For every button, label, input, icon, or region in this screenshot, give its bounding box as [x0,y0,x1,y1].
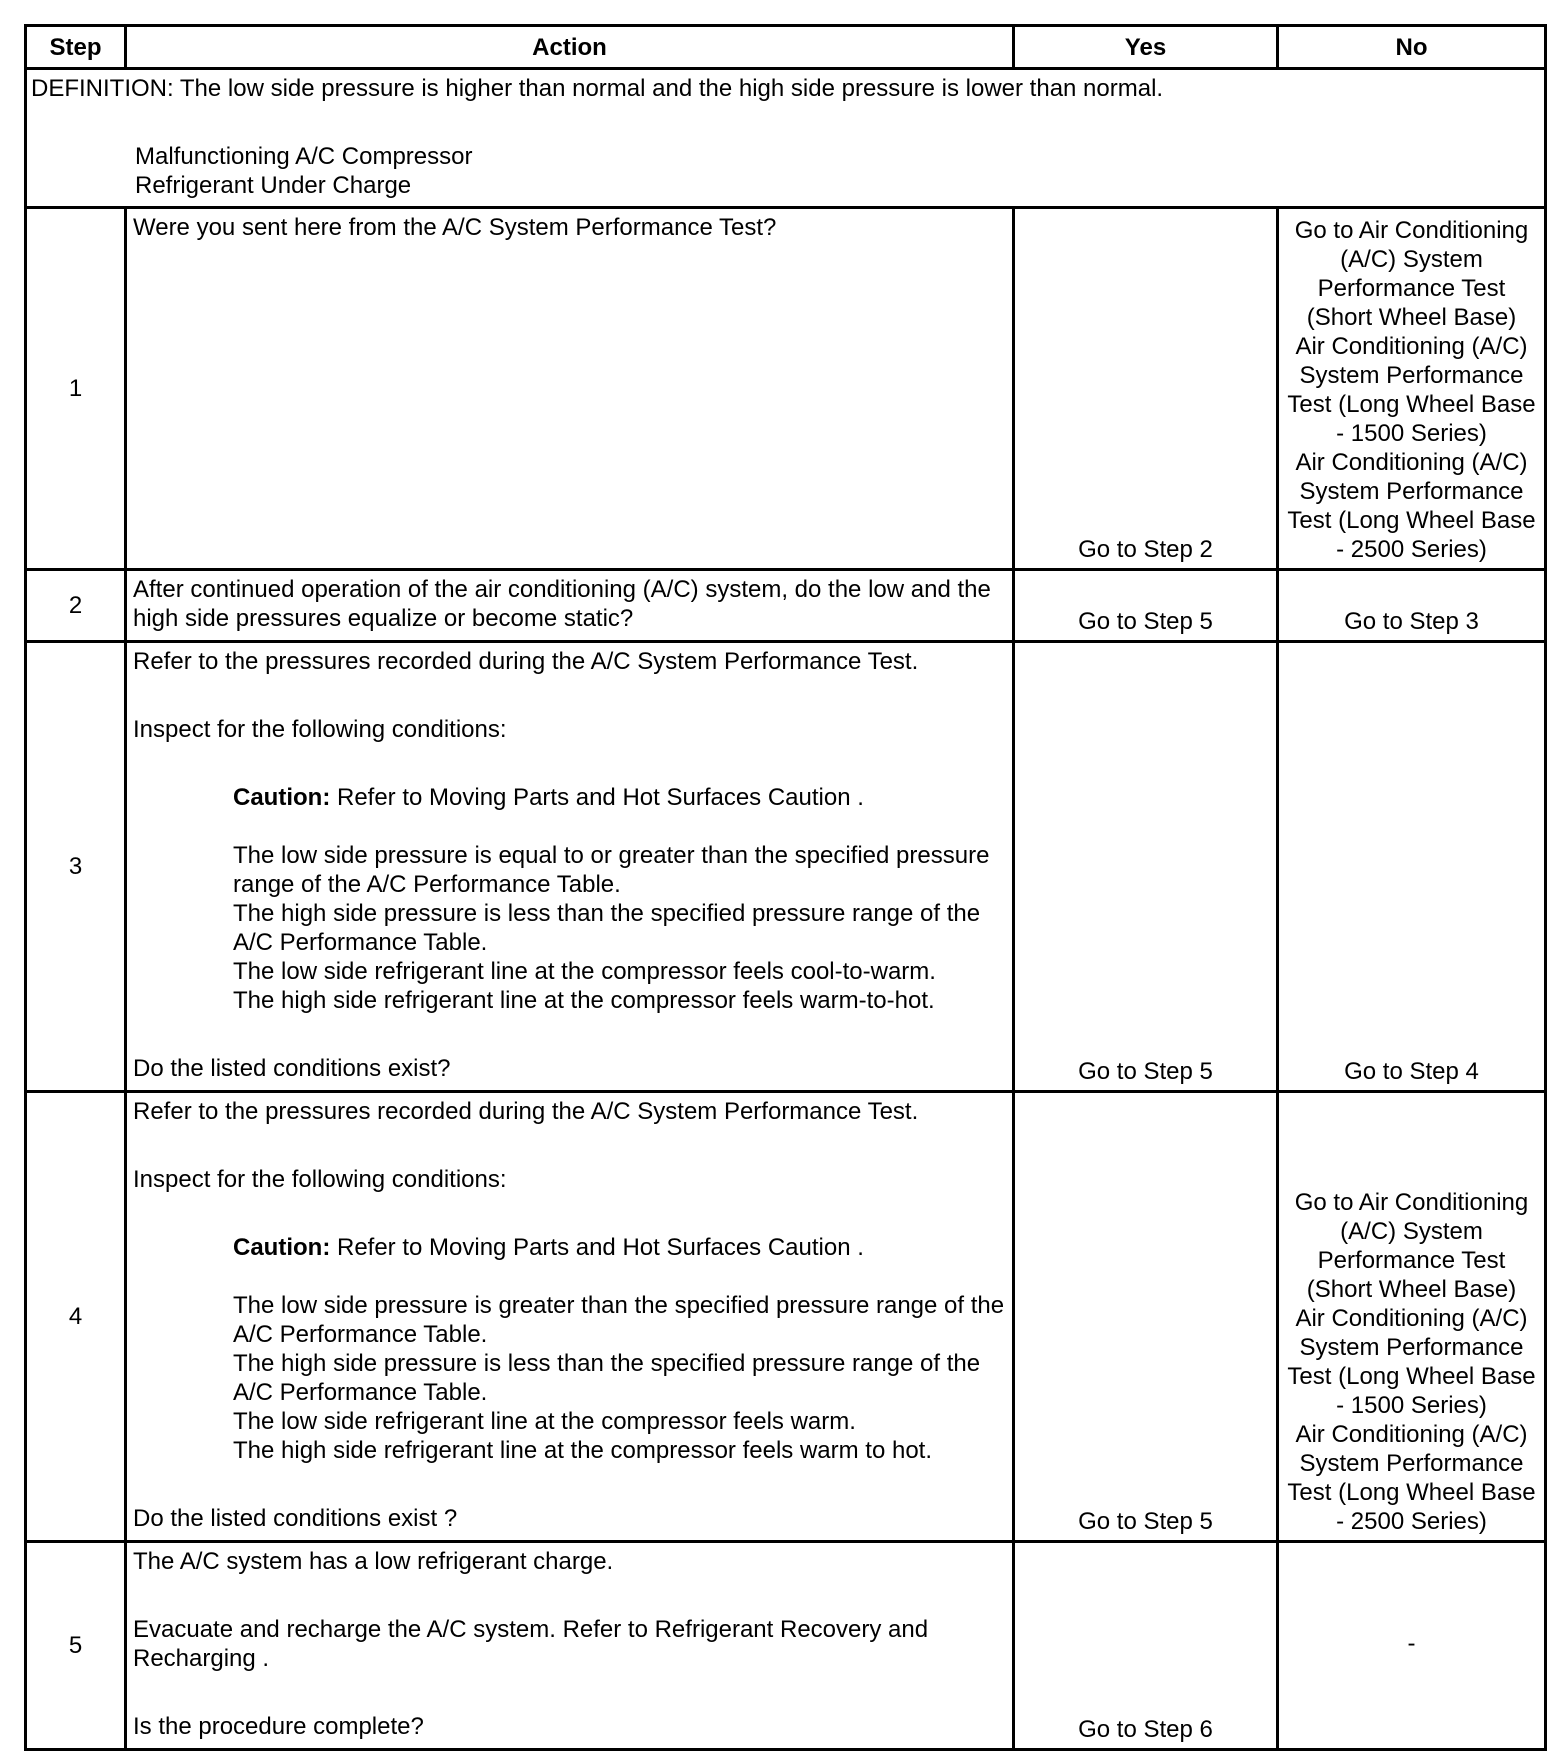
condition-item: The low side refrigerant line at the compressor feels cool-to-warm. [233,958,936,985]
yes-link[interactable]: Go to Step 5 [1014,570,1278,642]
caution-link[interactable]: Refer to Moving Parts and Hot Surfaces Caution . [330,784,864,811]
action-question: Is the procedure complete? [133,1713,424,1740]
condition-item: The low side pressure is greater than the specified pressure range of the A/C Performance Table. [233,1292,1010,1348]
step-number: 2 [26,570,126,642]
caution-label: Caution: [233,784,331,811]
no-link[interactable]: Air Conditioning (A/C) System Performance Test (Long Wheel Base - 1500 Series) [1287,1305,1543,1419]
step-number: 1 [26,208,126,570]
table-row [26,1542,1546,1750]
caution-link[interactable]: Refer to Moving Parts and Hot Surfaces Caution . [330,1234,864,1261]
action-question: Do the listed conditions exist ? [133,1505,458,1532]
action-cell [126,208,1014,570]
action-cell [126,642,1014,1092]
step-number: 5 [26,1542,126,1750]
action-inspect: Inspect for the following conditions: [133,1166,507,1193]
header-action: Action [126,26,1014,69]
table-row [26,208,1546,570]
definition-row [26,69,1546,208]
action-cell [126,1092,1014,1542]
caution-label: Caution: [233,1234,331,1261]
action-inspect: Inspect for the following conditions: [133,716,507,743]
table-row [26,642,1546,1092]
definition-cause: Malfunctioning A/C Compressor [135,143,473,170]
condition-item: The high side refrigerant line at the compressor feels warm to hot. [233,1437,932,1464]
definition-text: DEFINITION: The low side pressure is higher than normal and the high side pressure is lower than normal. [31,75,1164,102]
diagnostic-table [24,24,1547,1751]
no-link[interactable]: Go to Air Conditioning (A/C) System Performance Test (Short Wheel Base) [1294,1189,1535,1303]
action-instruction: Evacuate and recharge the A/C system. Refer to Refrigerant Recovery and Recharging . [133,1616,935,1672]
condition-item: The high side pressure is less than the specified pressure range of the A/C Performance Table. [233,1350,986,1406]
yes-link[interactable]: Go to Step 5 [1014,642,1278,1092]
no-link[interactable]: Air Conditioning (A/C) System Performance Test (Long Wheel Base - 1500 Series) [1287,333,1543,447]
header-row [26,26,1546,69]
action-question: Do the listed conditions exist? [133,1055,451,1082]
table-row [26,1092,1546,1542]
definition-cause: Refrigerant Under Charge [135,172,412,199]
yes-link[interactable]: Go to Step 5 [1014,1092,1278,1542]
condition-item: The high side refrigerant line at the compressor feels warm-to-hot. [233,987,935,1014]
action-text: After continued operation of the air conditioning (A/C) system, do the low and the high side pressures equalize or become static? [133,576,998,632]
step-number: 4 [26,1092,126,1542]
action-text: Were you sent here from the A/C System Performance Test? [133,214,777,241]
action-intro: Refer to the pressures recorded during the A/C System Performance Test. [133,648,919,675]
action-cell [126,570,1014,642]
no-value: - [1278,1542,1546,1750]
action-cell [126,1542,1014,1750]
no-link[interactable]: Air Conditioning (A/C) System Performance Test (Long Wheel Base - 2500 Series) [1287,449,1543,563]
no-link[interactable]: Go to Step 3 [1278,570,1546,642]
definition-cell [26,69,1546,208]
header-step: Step [26,26,126,69]
no-link[interactable]: Air Conditioning (A/C) System Performance Test (Long Wheel Base - 2500 Series) [1287,1421,1543,1535]
yes-link[interactable]: Go to Step 2 [1014,208,1278,570]
header-yes: Yes [1014,26,1278,69]
step-number: 3 [26,642,126,1092]
no-cell [1278,1092,1546,1542]
no-cell [1278,208,1546,570]
condition-item: The high side pressure is less than the specified pressure range of the A/C Performance Table. [233,900,986,956]
table-row [26,570,1546,642]
condition-item: The low side pressure is equal to or greater than the specified pressure range of the A/C Performance Table. [233,842,997,898]
caution-note [133,783,1006,812]
yes-link[interactable]: Go to Step 6 [1014,1542,1278,1750]
action-intro: Refer to the pressures recorded during the A/C System Performance Test. [133,1098,919,1125]
header-no: No [1278,26,1546,69]
no-link[interactable]: Go to Step 4 [1278,642,1546,1092]
condition-item: The low side refrigerant line at the compressor feels warm. [233,1408,856,1435]
action-intro: The A/C system has a low refrigerant charge. [133,1548,614,1575]
no-link[interactable]: Go to Air Conditioning (A/C) System Performance Test (Short Wheel Base) [1294,217,1535,331]
caution-note [133,1233,1006,1262]
